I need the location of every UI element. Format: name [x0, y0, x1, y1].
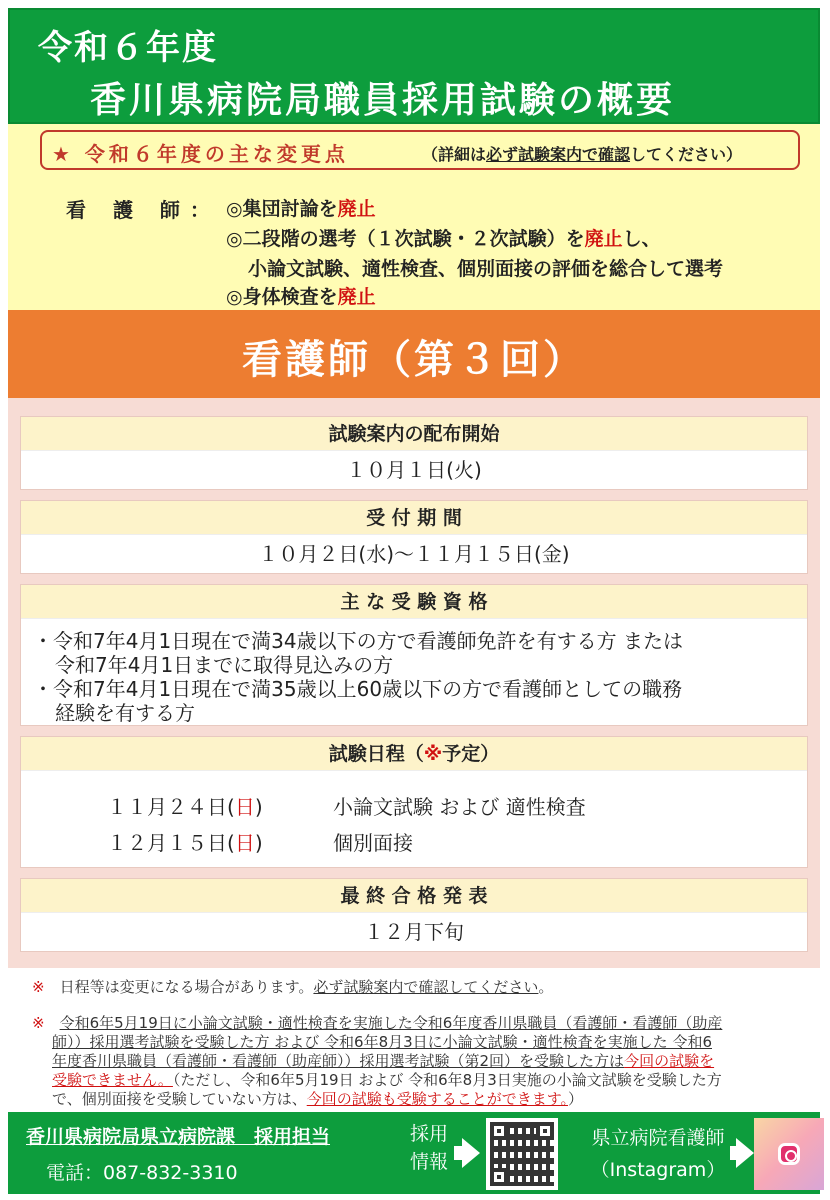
instagram-icon [778, 1143, 800, 1165]
page-header [8, 8, 820, 124]
final-result-section [20, 878, 808, 952]
qr-code-icon[interactable] [486, 1118, 558, 1190]
right-arrow-icon [462, 1138, 480, 1168]
position-title: 看護師（第３回） [242, 337, 586, 383]
distribution-date: １０月１日(火) [346, 458, 482, 482]
change-item: ◎集団討論を廃止 [226, 198, 376, 220]
note-2-line: 年度香川県職員（看護師・看護師（助産師））採用選考試験（第2回）を受験した方は今回の試験を [52, 1052, 715, 1070]
nurse-label: 看 護 師： [66, 198, 220, 222]
final-result-date: １２月下旬 [364, 920, 464, 944]
reception-section [20, 500, 808, 574]
qualification-section [20, 584, 808, 726]
schedule-date: １１月２４日(日) [107, 795, 263, 819]
note-2-line: 受験できません。（ただし、令和6年5月19日 および 令和6年8月3日実施の小論文試験を受験した方 [52, 1071, 722, 1089]
qualification-line: 令和7年4月1日までに取得見込みの方 [55, 653, 394, 677]
section-heading: 最 終 合 格 発 表 [21, 879, 807, 913]
note-1: ※ 日程等は変更になる場合があります。必ず試験案内で確認してください。 [32, 978, 554, 996]
changes-title-box [40, 130, 800, 170]
change-item: ◎身体検査を廃止 [226, 286, 376, 308]
exam-details-panel [8, 398, 820, 968]
changes-title: ★ 令和６年度の主な変更点 [52, 142, 349, 166]
changes-note: （詳細は必ず試験案内で確認してください） [422, 145, 743, 164]
note-2: ※ 令和6年5月19日に小論文試験・適性検査を実施した令和6年度香川県職員（看護師・看護師（助産 [32, 1014, 723, 1032]
position-banner [8, 310, 820, 398]
instagram-qr-icon[interactable] [754, 1118, 824, 1190]
changes-panel [8, 124, 820, 310]
header-year: 令和６年度 [38, 28, 218, 68]
phone-number: 電話：087-832-3310 [46, 1162, 238, 1184]
change-item: 小論文試験、適性検査、個別面接の評価を総合して選考 [248, 258, 724, 280]
change-item: ◎二段階の選考（１次試験・２次試験）を廃止し、 [226, 228, 661, 250]
department-name: 香川県病院局県立病院課 採用担当 [26, 1126, 331, 1148]
note-2-line: で、個別面接を受験していない方は、今回の試験も受験することができます。） [52, 1090, 584, 1108]
schedule-event: 小論文試験 および 適性検査 [333, 795, 586, 819]
schedule-date: １２月１５日(日) [107, 831, 263, 855]
schedule-section [20, 736, 808, 868]
schedule-event: 個別面接 [333, 831, 413, 855]
section-heading: 試験日程（※予定） [21, 737, 807, 771]
contact-footer [8, 1112, 820, 1194]
section-heading: 受 付 期 間 [21, 501, 807, 535]
qualification-line: ・令和7年4月1日現在で満34歳以下の方で看護師免許を有する方 または [33, 629, 683, 653]
section-heading: 試験案内の配布開始 [21, 417, 807, 451]
qualification-line: ・令和7年4月1日現在で満35歳以上60歳以下の方で看護師としての職務 [33, 677, 683, 701]
right-arrow-icon [736, 1138, 754, 1168]
instagram-label: 県立病院看護師 （Instagram） [590, 1127, 726, 1181]
recruit-info-label: 採用 情報 [410, 1123, 449, 1173]
section-heading: 主 な 受 験 資 格 [21, 585, 807, 619]
note-2-line: 師））採用選考試験を受験した方 および 令和6年8月3日に小論文試験・適性検査を実施した 令和6 [52, 1033, 712, 1051]
qualification-line: 経験を有する方 [55, 701, 195, 725]
reception-period: １０月２日(水)～１１月１５日(金) [258, 542, 570, 566]
distribution-section [20, 416, 808, 490]
header-title: 香川県病院局職員採用試験の概要 [90, 80, 676, 121]
